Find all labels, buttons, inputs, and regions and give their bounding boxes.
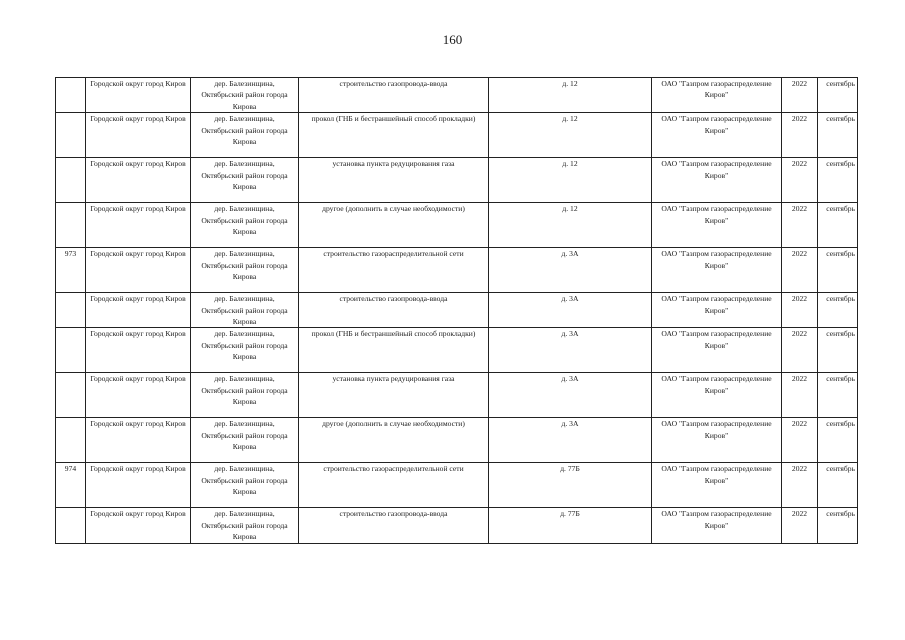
- district-cell: Городской округ город Киров: [86, 158, 191, 203]
- district-cell: Городской округ город Киров: [86, 328, 191, 373]
- month-cell: сентябрь: [818, 158, 858, 203]
- work-type-cell: строительство газопровода-ввода: [299, 293, 489, 328]
- year-cell: 2022: [782, 293, 818, 328]
- row-number: [56, 418, 86, 463]
- table-row: [56, 463, 858, 508]
- district-cell: Городской округ город Киров: [86, 373, 191, 418]
- row-number: [56, 78, 86, 113]
- house-cell: д. 77Б: [489, 508, 652, 543]
- organization-cell: ОАО "Газпром газораспределение Киров": [652, 113, 782, 158]
- table-row: [56, 158, 858, 203]
- month-cell: сентябрь: [818, 293, 858, 328]
- row-number: 974: [56, 463, 86, 508]
- year-cell: 2022: [782, 158, 818, 203]
- year-cell: 2022: [782, 203, 818, 248]
- row-number: [56, 373, 86, 418]
- work-type-cell: прокол (ГНБ и бестраншейный способ прокладки): [299, 328, 489, 373]
- district-cell: Городской округ город Киров: [86, 418, 191, 463]
- row-number: [56, 203, 86, 248]
- locality-cell: дер. Балезинщина, Октябрьский район города Кирова: [191, 418, 299, 463]
- house-cell: д. 3А: [489, 248, 652, 293]
- locality-cell: дер. Балезинщина, Октябрьский район города Кирова: [191, 78, 299, 113]
- house-cell: д. 12: [489, 113, 652, 158]
- organization-cell: ОАО "Газпром газораспределение Киров": [652, 158, 782, 203]
- district-cell: Городской округ город Киров: [86, 113, 191, 158]
- month-cell: сентябрь: [818, 203, 858, 248]
- table-row: [56, 373, 858, 418]
- locality-cell: дер. Балезинщина, Октябрьский район города Кирова: [191, 373, 299, 418]
- month-cell: сентябрь: [818, 248, 858, 293]
- locality-cell: дер. Балезинщина, Октябрьский район города Кирова: [191, 158, 299, 203]
- table-row: [56, 78, 858, 113]
- year-cell: 2022: [782, 113, 818, 158]
- district-cell: Городской округ город Киров: [86, 78, 191, 113]
- house-cell: д. 3А: [489, 373, 652, 418]
- locality-cell: дер. Балезинщина, Октябрьский район города Кирова: [191, 328, 299, 373]
- work-type-cell: строительство газораспределительной сети: [299, 463, 489, 508]
- table-row: [56, 418, 858, 463]
- locality-cell: дер. Балезинщина, Октябрьский район города Кирова: [191, 203, 299, 248]
- organization-cell: ОАО "Газпром газораспределение Киров": [652, 463, 782, 508]
- month-cell: сентябрь: [818, 113, 858, 158]
- house-cell: д. 12: [489, 203, 652, 248]
- district-cell: Городской округ город Киров: [86, 293, 191, 328]
- work-type-cell: строительство газопровода-ввода: [299, 508, 489, 543]
- table-row: [56, 293, 858, 328]
- row-number: [56, 508, 86, 543]
- month-cell: сентябрь: [818, 373, 858, 418]
- table-row: [56, 508, 858, 543]
- house-cell: д. 3А: [489, 418, 652, 463]
- district-cell: Городской округ город Киров: [86, 463, 191, 508]
- house-cell: д. 3А: [489, 293, 652, 328]
- organization-cell: ОАО "Газпром газораспределение Киров": [652, 373, 782, 418]
- work-type-cell: строительство газораспределительной сети: [299, 248, 489, 293]
- row-number: [56, 113, 86, 158]
- row-number: [56, 158, 86, 203]
- work-type-cell: строительство газопровода-ввода: [299, 78, 489, 113]
- locality-cell: дер. Балезинщина, Октябрьский район города Кирова: [191, 508, 299, 543]
- year-cell: 2022: [782, 78, 818, 113]
- page-number: 160: [442, 32, 463, 47]
- house-cell: д. 3А: [489, 328, 652, 373]
- house-cell: д. 77Б: [489, 463, 652, 508]
- work-type-cell: другое (дополнить в случае необходимости): [299, 418, 489, 463]
- district-cell: Городской округ город Киров: [86, 508, 191, 543]
- locality-cell: дер. Балезинщина, Октябрьский район города Кирова: [191, 463, 299, 508]
- district-cell: Городской округ город Киров: [86, 248, 191, 293]
- house-cell: д. 12: [489, 158, 652, 203]
- locality-cell: дер. Балезинщина, Октябрьский район города Кирова: [191, 293, 299, 328]
- organization-cell: ОАО "Газпром газораспределение Киров": [652, 508, 782, 543]
- year-cell: 2022: [782, 418, 818, 463]
- work-type-cell: установка пункта редуцирования газа: [299, 373, 489, 418]
- row-number: 973: [56, 248, 86, 293]
- year-cell: 2022: [782, 328, 818, 373]
- table-row: [56, 248, 858, 293]
- locality-cell: дер. Балезинщина, Октябрьский район города Кирова: [191, 113, 299, 158]
- organization-cell: ОАО "Газпром газораспределение Киров": [652, 418, 782, 463]
- work-type-cell: другое (дополнить в случае необходимости): [299, 203, 489, 248]
- work-type-cell: установка пункта редуцирования газа: [299, 158, 489, 203]
- row-number: [56, 328, 86, 373]
- organization-cell: ОАО "Газпром газораспределение Киров": [652, 293, 782, 328]
- organization-cell: ОАО "Газпром газораспределение Киров": [652, 203, 782, 248]
- organization-cell: ОАО "Газпром газораспределение Киров": [652, 78, 782, 113]
- year-cell: 2022: [782, 373, 818, 418]
- year-cell: 2022: [782, 463, 818, 508]
- house-cell: д. 12: [489, 78, 652, 113]
- year-cell: 2022: [782, 508, 818, 543]
- month-cell: сентябрь: [818, 463, 858, 508]
- locality-cell: дер. Балезинщина, Октябрьский район города Кирова: [191, 248, 299, 293]
- work-type-cell: прокол (ГНБ и бестраншейный способ прокладки): [299, 113, 489, 158]
- table-row: [56, 113, 858, 158]
- month-cell: сентябрь: [818, 418, 858, 463]
- year-cell: 2022: [782, 248, 818, 293]
- organization-cell: ОАО "Газпром газораспределение Киров": [652, 328, 782, 373]
- organization-cell: ОАО "Газпром газораспределение Киров": [652, 248, 782, 293]
- table-row: [56, 328, 858, 373]
- month-cell: сентябрь: [818, 508, 858, 543]
- works-table: [55, 77, 858, 544]
- table-row: [56, 203, 858, 248]
- row-number: [56, 293, 86, 328]
- month-cell: сентябрь: [818, 78, 858, 113]
- month-cell: сентябрь: [818, 328, 858, 373]
- district-cell: Городской округ город Киров: [86, 203, 191, 248]
